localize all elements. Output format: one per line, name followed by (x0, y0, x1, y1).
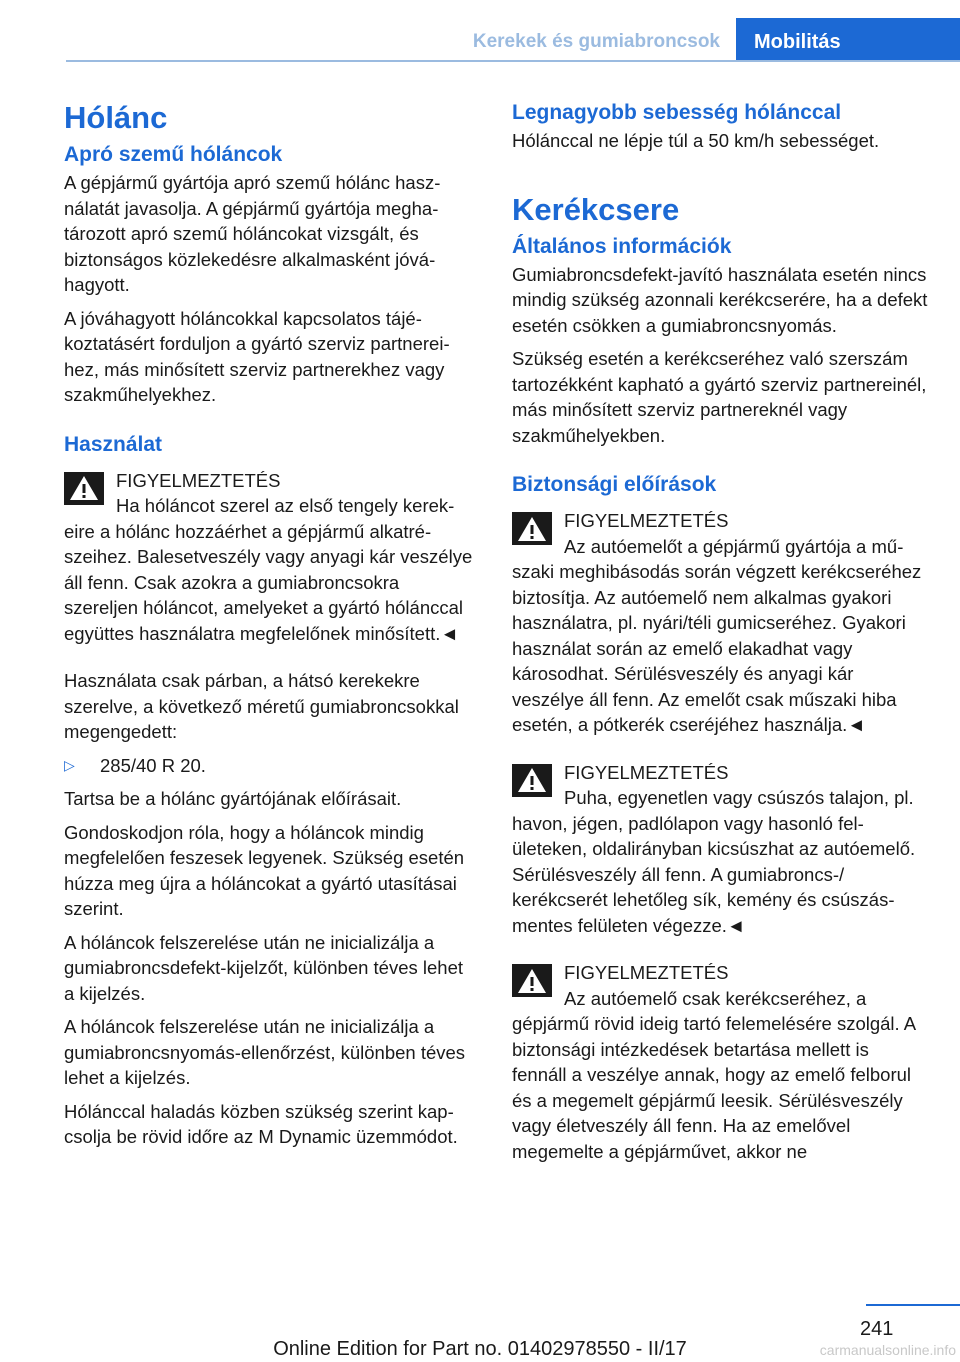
warning-text: Puha, egyenetlen vagy csúszós talajon, pl. havon, jégen, padlólapon vagy hasonló felületeken, oldalirányban kicsúszhat az autóemelő. Sérülésveszély áll fenn. A gumiabroncs-/ kerékcserét lehetőleg sík, kemény és csúszásmentes felületen végezze.◄ (512, 787, 916, 936)
section-title-snow-chains: Hólánc (64, 100, 168, 135)
warning-triangle-icon (64, 472, 104, 505)
page-header (66, 18, 960, 62)
warning-text: Az autóemelőt a gépjármű gyártója a műszaki meghibásodás során végzett kerékcseréhez biztosítja. Az autóemelő nem alkalmas gyakori használatra, pl. nyári/téli gumicseréhez. Gyakori használat során az emelő elakadhat vagy károsodhat. Sérülésveszély és anyagi kár veszélye áll fenn. Az emelőt csak műszaki hiba esetén, a pótkerék cseréjéhez használja.◄ (512, 535, 922, 735)
paragraph: Szükség esetén a kerékcseréhez való szerszám tartozékként kapható a gyártó szerviz partnereinél, más minősített szerviz partnereknél vagy szakműhelyekben. (512, 348, 927, 446)
paragraph: A jóváhagyott hóláncokkal kapcsolatos tájékoztatásért forduljon a gyártó szerviz partnereihez, más minősített szerviz partnerekhez vagy szakműhelyekhez. (64, 307, 450, 405)
warning-text: Ha hóláncot szerel az első tengely kerekeire a hólánc hozzáérhet a gépjármű alkatrészeihez. Balesetveszély vagy anyagi kár veszélye áll fenn. Csak azokra a gumiabroncsokra szereljen hóláncot, amelyeket a gyártó hólánccal együttes használatra megfelelőnek minősített.◄ (64, 495, 473, 644)
warning-block (64, 468, 478, 647)
warning-triangle-icon (512, 764, 552, 797)
warning-block (512, 960, 928, 1164)
bullet-triangle-icon: ▷ (64, 756, 75, 773)
warning-triangle-icon (512, 964, 552, 997)
paragraph: Hólánccal ne lépje túl a 50 km/h sebességet. (512, 130, 880, 151)
subheading-max-speed: Legnagyobb sebesség hólánccal (512, 101, 842, 124)
subheading-fine-link-chains: Apró szemű hóláncok (64, 143, 283, 166)
list-item (64, 753, 478, 779)
warning-block (512, 760, 928, 939)
left-column (64, 98, 478, 1158)
subheading-general-info: Általános információk (512, 234, 732, 258)
paragraph: A hóláncok felszerelése után ne inicializálja a gumiabroncsnyomás-ellenőrzést, különben téves lehet a kijelzés. (64, 1016, 466, 1088)
warning-title: FIGYELMEZTETÉS (564, 510, 729, 531)
paragraph: A gépjármű gyártója apró szemű hólánc használatát javasolja. A gépjármű gyártója meghatározott apró szemű hóláncokat vizsgált, és biztonságos közlekedésre alkalmasként jóváhagyott. (64, 172, 441, 295)
watermark: carmanualsonline.info (819, 1342, 956, 1358)
paragraph: Gondoskodjon róla, hogy a hóláncok mindig megfelelően feszesek legyenek. Szükség esetén húzza meg újra a hóláncokat a gyártó utasításai szerint. (64, 821, 465, 919)
section-title-wheel-change: Kerékcsere (512, 191, 680, 227)
paragraph: A hóláncok felszerelése után ne inicializálja a gumiabroncsdefekt-kijelzőt, különben téves lehet a kijelzés. (64, 931, 464, 1004)
paragraph: Használata csak párban, a hátsó kerekekre szerelve, a következő méretű gumiabroncsokkal megengedett: (64, 670, 459, 742)
header-section-title: Kerekek és gumiabroncsok (472, 31, 720, 52)
warning-block (512, 508, 928, 738)
paragraph: Hólánccal haladás közben szükség szerint kapcsolja be rövid időre az M Dynamic üzemmódot. (64, 1100, 458, 1147)
warning-triangle-icon (512, 512, 552, 545)
page-number: 241 (860, 1318, 894, 1340)
footer-rule (866, 1304, 960, 1306)
warning-title: FIGYELMEZTETÉS (564, 962, 729, 983)
header-rule (66, 60, 960, 62)
right-column (512, 98, 928, 1186)
edition-line: Online Edition for Part no. 01402978550 - II/17 (273, 1338, 687, 1360)
header-chapter-tab: Mobilitás (736, 18, 960, 62)
warning-title: FIGYELMEZTETÉS (116, 469, 281, 491)
paragraph: Gumiabroncsdefekt-javító használata esetén nincs mindig szükség azonnali kerékcserére, ha a defekt esetén csökken a gumiabroncsnyomás. (512, 263, 928, 336)
paragraph: Tartsa be a hólánc gyártójának előírásait. (64, 788, 402, 809)
warning-text: Az autóemelő csak kerékcseréhez, a gépjármű rövid ideig tartó felemelésére szolgál. A biztonsági intézkedések betartása mellett is fennáll a veszélye annak, hogy az emelő felborul és a megemelt gépjármű leesik. Sérülésveszély vagy életveszély áll fenn. Ha az emelővel megemelte a gépjárművet, akkor ne (512, 987, 916, 1162)
subheading-usage: Használat (64, 432, 163, 456)
subheading-safety: Biztonsági előírások (512, 473, 717, 496)
warning-title: FIGYELMEZTETÉS (564, 761, 729, 783)
list-item-text: 285/40 R 20. (100, 754, 206, 776)
